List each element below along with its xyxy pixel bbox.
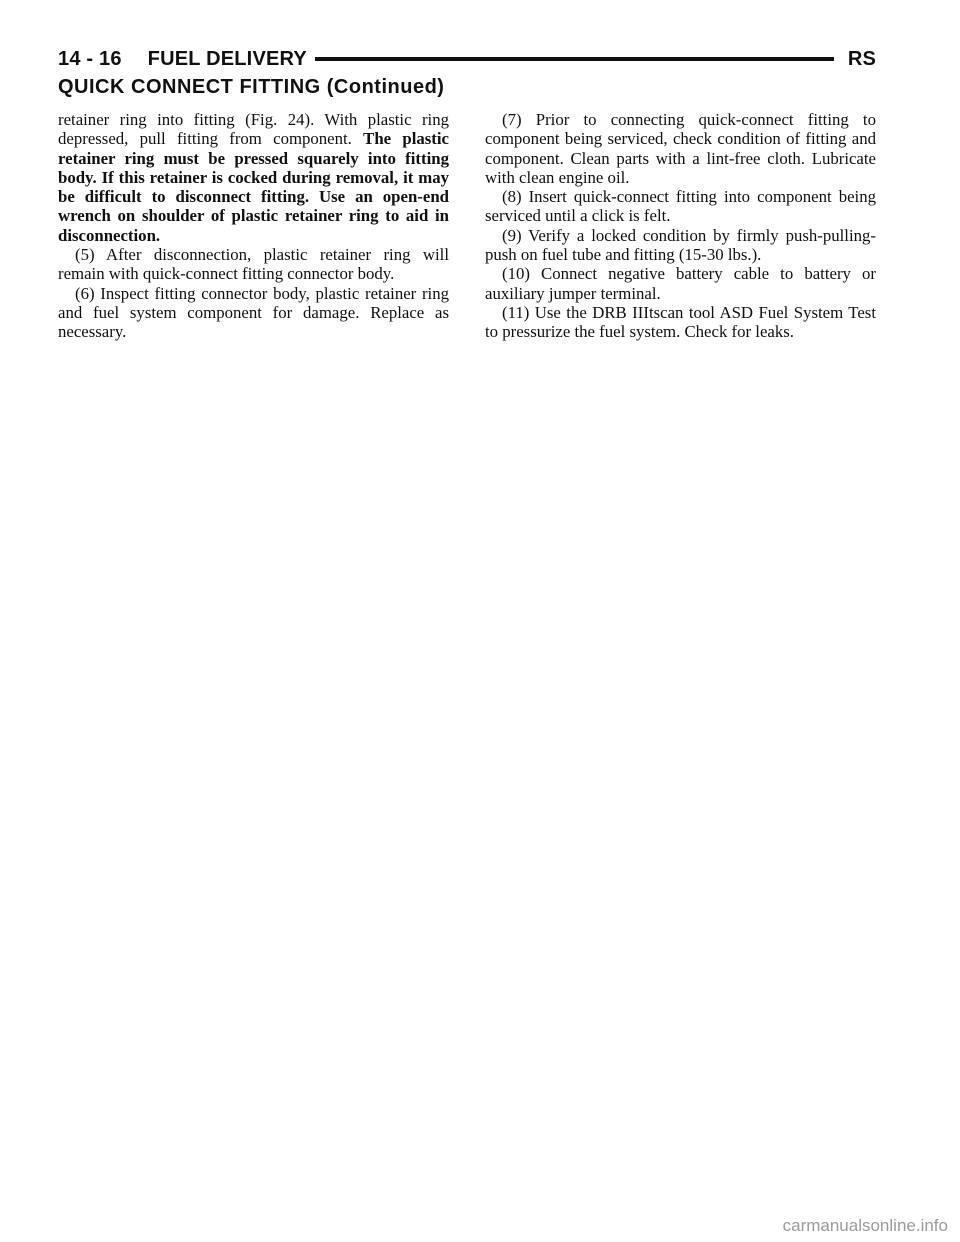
step-11 [485,303,876,342]
right-column [485,110,876,342]
step-8: (8) Insert quick-connect fitting into component being serviced until a click is felt. [485,187,876,226]
trademark-mark: t [648,302,654,322]
section-name: FUEL DELIVERY [147,47,307,70]
step-9: (9) Verify a locked condition by firmly push-pulling-push on fuel tube and fitting (15-30 lbs.). [485,225,876,265]
page-header [58,44,876,74]
step-5: (5) After disconnection, plastic retainer ring will remain with quick-connect fitting connector body. [58,245,449,284]
section-title: QUICK CONNECT FITTING (Continued) [58,76,445,98]
caution-text: The plastic retainer ring must be pressed squarely into fitting body. If this retainer is cocked during removal, it may be difficult to disconnect fitting. Use an open-end wrench on shoulder of plastic retainer ring to aid in disconnection. [58,129,449,245]
header-rule [315,57,834,61]
step-6: (6) Inspect fitting connector body, plastic retainer ring and fuel system component for damage. Replace as necessary. [58,283,449,342]
step-10: (10) Connect negative battery cable to battery or auxiliary jumper terminal. [485,264,876,303]
step-11-start: (11) Use the DRB III [502,302,649,322]
watermark: carmanualsonline.info [782,1216,948,1235]
model-code: RS [847,47,876,70]
left-column [58,110,449,342]
paragraph [58,110,449,245]
step-7: (7) Prior to connecting quick-connect fitting to component being serviced, check condition of fitting and component. Clean parts with a lint-free cloth. Lubricate with clean engine oil. [485,110,876,187]
paragraph-text: retainer ring into fitting (Fig. 24). With plastic ring depressed, pull fitting from component. [58,110,449,149]
step-11-end: scan tool ASD Fuel System Test to pressurize the fuel system. Check for leaks. [485,302,876,342]
page-number: 14 - 16 [58,47,122,70]
